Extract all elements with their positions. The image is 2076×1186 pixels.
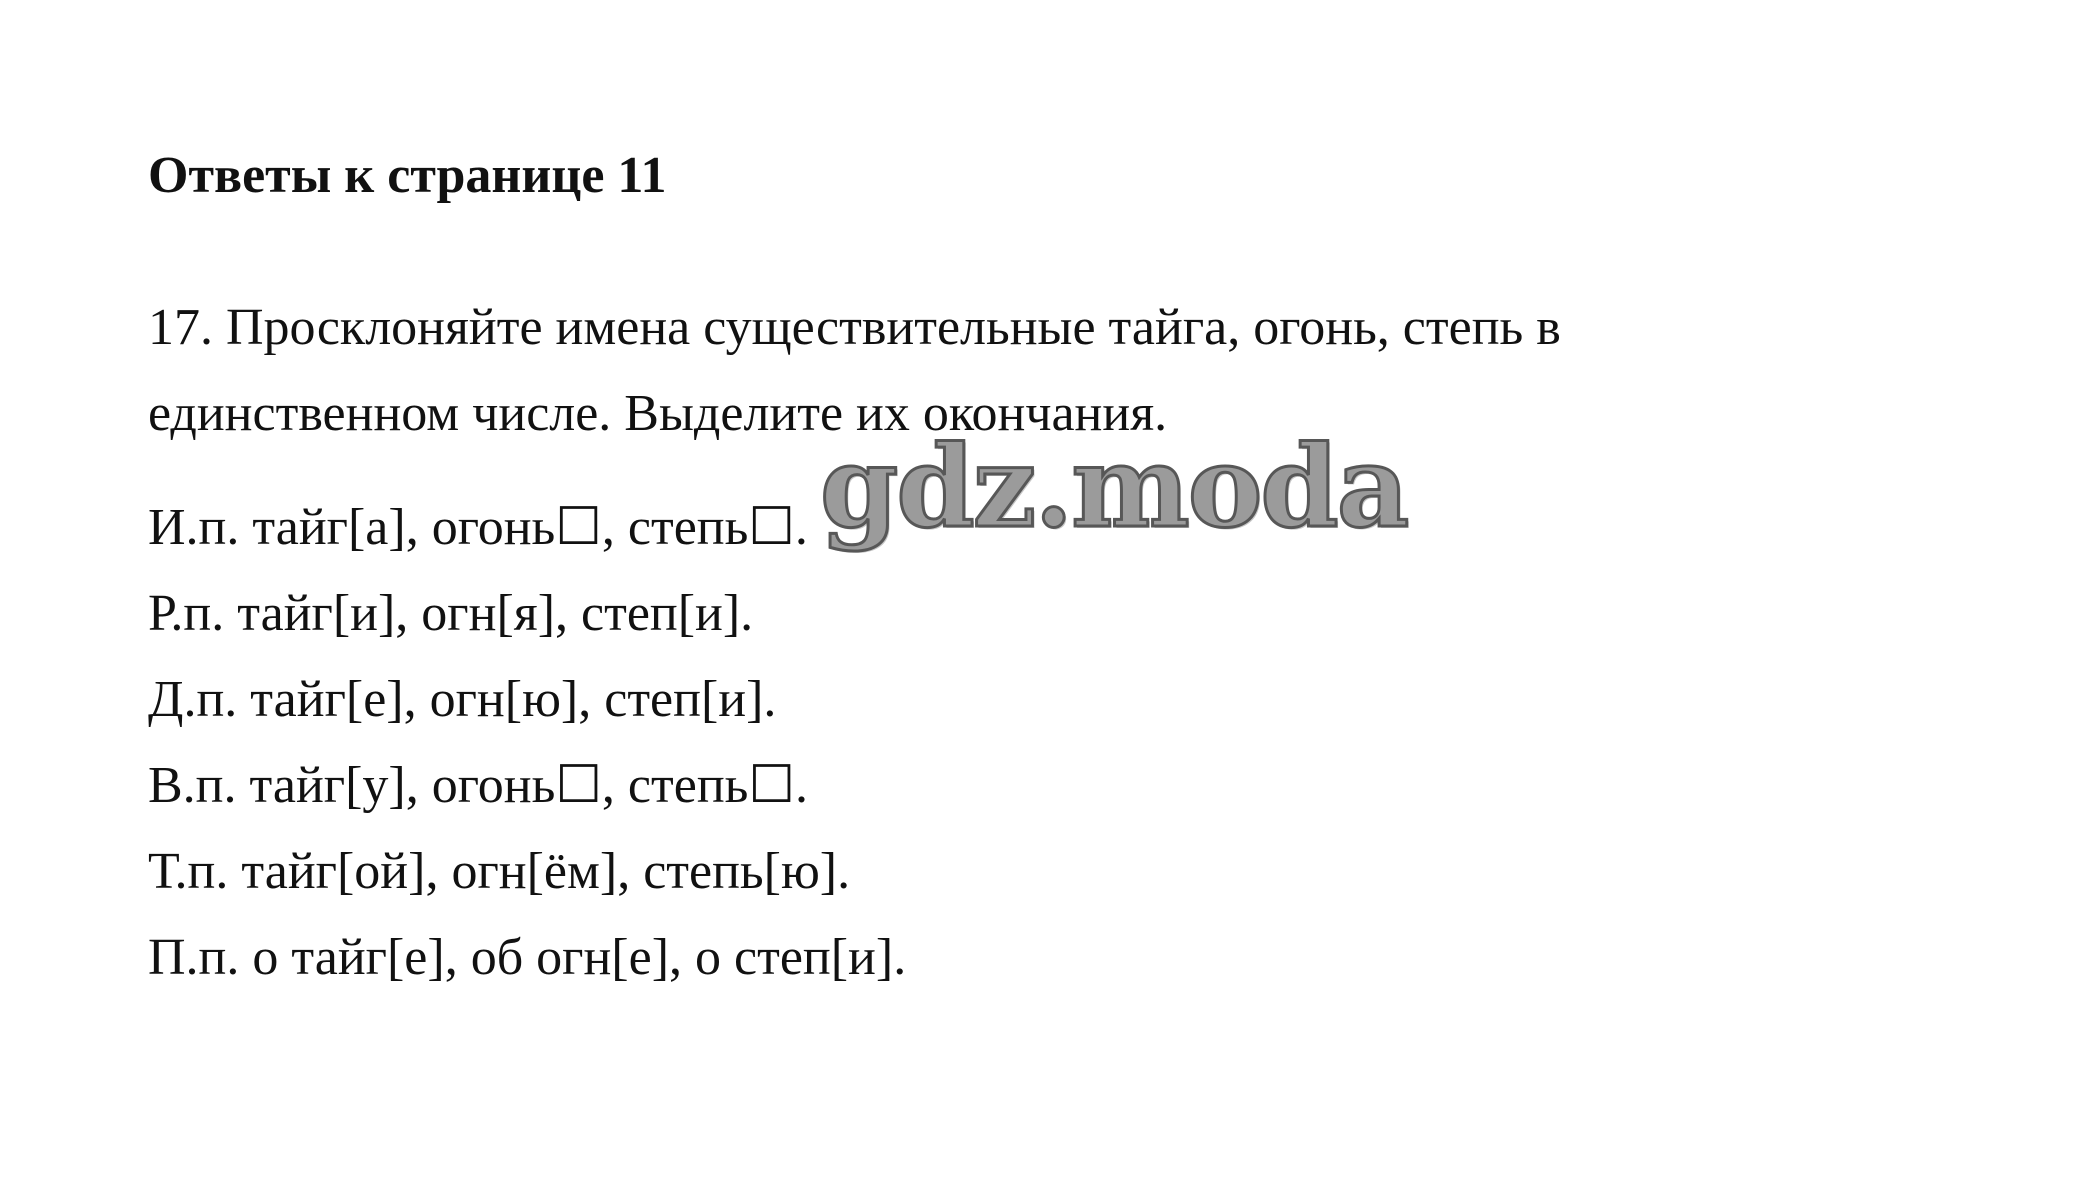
declension-row-instrumental: Т.п. тайг[ой], огн[ём], степь[ю]. (148, 843, 851, 900)
declension-row-accusative: В.п. тайг[у], огонь☐, степь☐. (148, 757, 808, 814)
declension-row-nominative: И.п. тайг[а], огонь☐, степь☐. (148, 499, 808, 556)
page-heading: Ответы к странице 11 (148, 147, 667, 204)
declension-row-genitive: Р.п. тайг[и], огн[я], степ[и]. (148, 585, 754, 642)
watermark: gdz.moda (820, 422, 1408, 553)
declension-list (148, 485, 906, 1001)
declension-row-dative: Д.п. тайг[е], огн[ю], степ[и]. (148, 671, 777, 728)
task-text: 17. Просклоняйте имена существительные тайга, огонь, степь в единственном числе. Выделите их окончания. (148, 299, 1561, 442)
declension-row-prepositional: П.п. о тайг[е], об огн[е], о степ[и]. (148, 929, 907, 986)
